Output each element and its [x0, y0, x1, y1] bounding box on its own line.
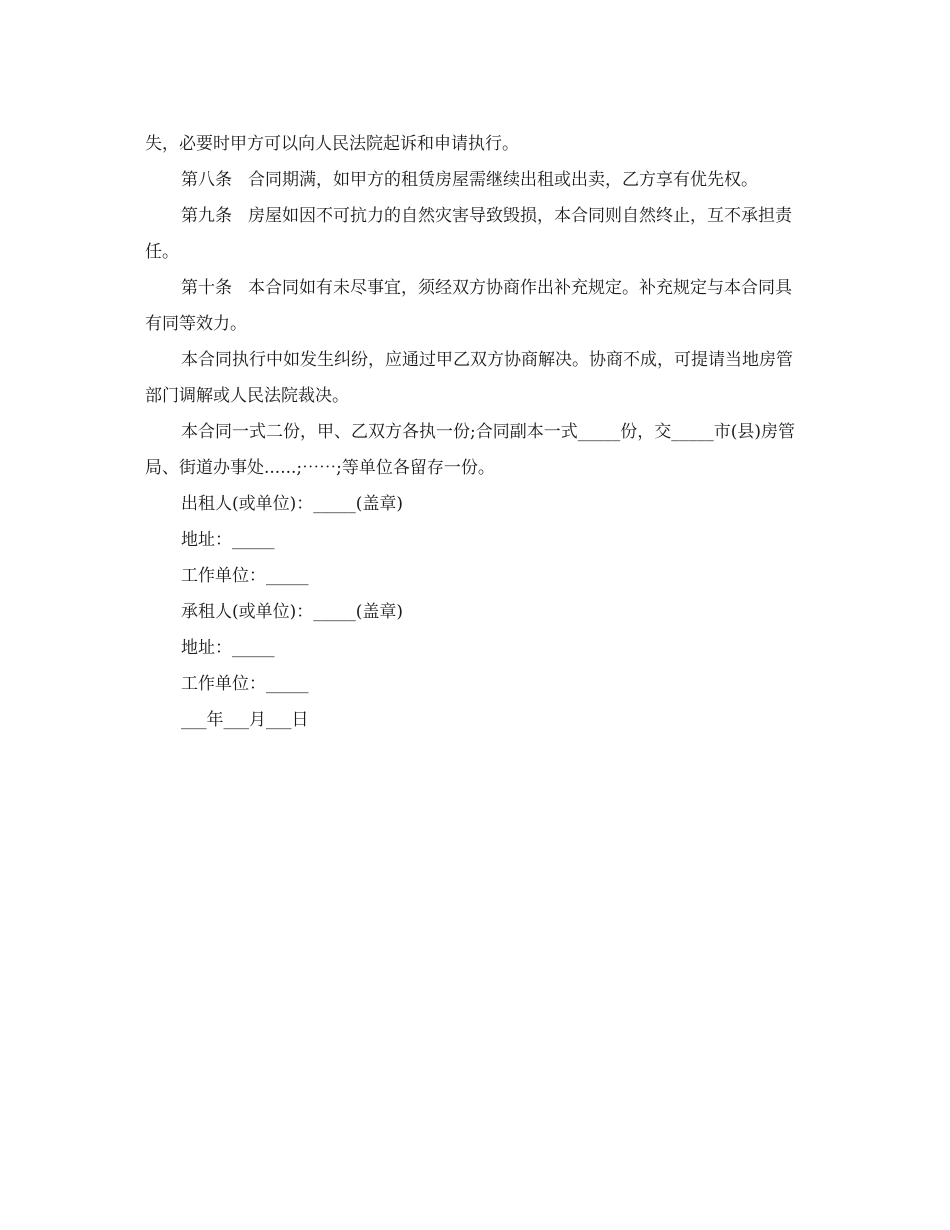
copies-paragraph [145, 414, 805, 486]
paragraph-text: 失，必要时甲方可以向人民法院起诉和申请执行。 [145, 134, 519, 154]
article-9-paragraph [145, 198, 805, 270]
lessee-line: 承租人(或单位)：_____(盖章) [181, 602, 404, 622]
paragraph-continuation [145, 126, 805, 162]
article-text: 合同期满，如甲方的租赁房屋需继续出租或出卖，乙方享有优先权。 [248, 170, 758, 190]
article-10-paragraph [145, 270, 805, 342]
lessee-address-line: 地址：_____ [181, 638, 275, 658]
lessee-employer-line: 工作单位：_____ [181, 674, 309, 694]
paragraph-text: 本合同执行中如发生纠纷，应通过甲乙双方协商解决。协商不成，可提请当地房管部门调解或人民法院裁决。 [145, 350, 793, 406]
document-page [145, 126, 805, 738]
lessor-address-line: 地址：_____ [181, 530, 275, 550]
article-number: 第十条 [181, 278, 232, 298]
article-number: 第八条 [181, 170, 232, 190]
article-text: 房屋如因不可抗力的自然灾害导致毁损，本合同则自然终止，互不承担责任。 [145, 206, 792, 262]
date-line: ___年___月___日 [181, 710, 309, 730]
lessor-line: 出租人(或单位)：_____(盖章) [181, 494, 404, 514]
dispute-paragraph [145, 342, 805, 414]
signature-block [145, 486, 805, 738]
lessor-employer-line: 工作单位：_____ [181, 566, 309, 586]
article-text: 本合同如有未尽事宜，须经双方协商作出补充规定。补充规定与本合同具有同等效力。 [145, 278, 792, 334]
article-8-paragraph [145, 162, 805, 198]
paragraph-text: 本合同一式二份，甲、乙双方各执一份;合同副本一式_____份，交_____市(县)房管局、街道办事处......;⋯⋯;等单位各留存一份。 [145, 422, 795, 478]
article-number: 第九条 [181, 206, 232, 226]
